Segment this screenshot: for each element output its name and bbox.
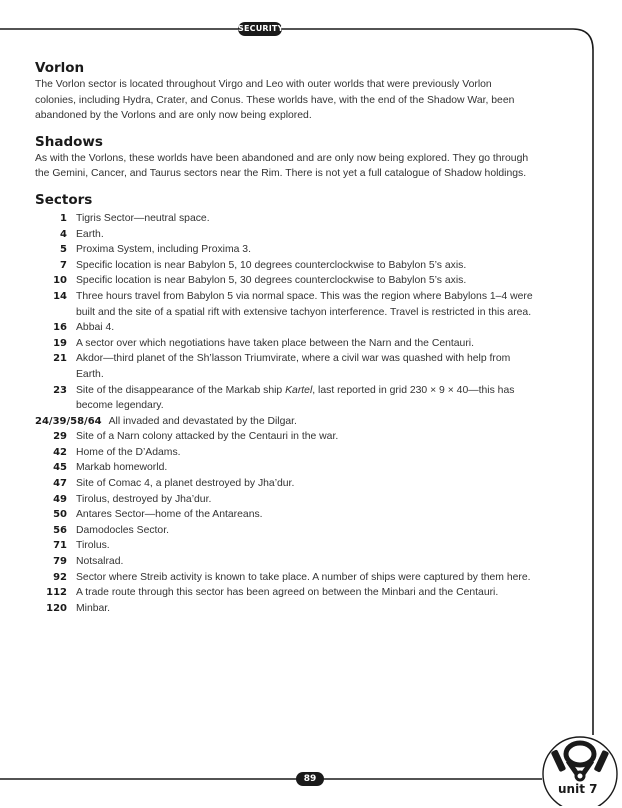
- sector-item: [35, 445, 535, 461]
- sector-item: [35, 242, 535, 258]
- sector-item: [35, 289, 535, 320]
- sector-list: [35, 211, 535, 616]
- sector-description: Akdor—third planet of the Sh’lasson Triumvirate, where a civil war was quashed with help from Earth.: [76, 353, 511, 380]
- sector-description: [76, 383, 535, 414]
- sector-description: Damodocles Sector.: [76, 524, 169, 536]
- sector-number: 47: [53, 478, 67, 490]
- sector-number: 19: [53, 337, 67, 349]
- sector-item: [35, 336, 535, 352]
- sector-description: Tirolus.: [76, 540, 110, 552]
- sector-number: 16: [53, 322, 67, 334]
- sector-number: 7: [60, 259, 67, 271]
- sector-number: 49: [53, 493, 67, 505]
- sector-number: 120: [46, 602, 67, 614]
- sector-item: [35, 476, 535, 492]
- sector-item: [35, 585, 535, 601]
- sector-item: [35, 351, 535, 382]
- sector-item: [35, 414, 535, 430]
- sector-item: [35, 227, 535, 243]
- sector-item: [35, 554, 535, 570]
- section-vorlon: [35, 60, 535, 124]
- sector-description: Tirolus, destroyed by Jha’dur.: [76, 493, 212, 505]
- sector-item: [35, 460, 535, 476]
- sector-number: 56: [53, 524, 67, 536]
- section-body: The Vorlon sector is located throughout Virgo and Leo with outer worlds that were previously Vorlon colonies, including Hydra, Crater, and Conus. These worlds have, with the end of the Shadow War, been abandoned by the Vorlons and are only now being explored.: [35, 79, 515, 122]
- sector-description: A sector over which negotiations have taken place between the Narn and the Centauri.: [76, 337, 474, 349]
- sector-number: 21: [53, 353, 67, 365]
- section-title: Vorlon: [35, 60, 85, 76]
- sector-number: 24/39/58/64: [35, 415, 102, 427]
- sector-text-after: , last reported in grid 230 × 9 × 40—this has become legendary.: [76, 384, 515, 412]
- sector-item: [35, 538, 535, 554]
- sector-number: 5: [60, 244, 67, 256]
- sector-text-before: Site of the disappearance of the Markab ship: [76, 384, 286, 396]
- sector-description: Sector where Streib activity is known to take place. A number of ships were captured by them here.: [76, 571, 531, 583]
- sector-description: Proxima System, including Proxima 3.: [76, 244, 251, 256]
- sector-number: 10: [53, 275, 67, 287]
- sector-description: Specific location is near Babylon 5, 30 degrees counterclockwise to Babylon 5’s axis.: [76, 275, 467, 287]
- sector-number: 1: [60, 212, 67, 224]
- sector-description: Earth.: [76, 228, 104, 240]
- sector-item: [35, 601, 535, 617]
- sector-description: Home of the D’Adams.: [76, 446, 181, 458]
- sector-number: 112: [46, 587, 67, 599]
- sector-number: 45: [53, 462, 67, 474]
- sector-description: Antares Sector—home of the Antareans.: [76, 509, 263, 521]
- section-title: Shadows: [35, 133, 103, 150]
- sector-description: Notsalrad.: [76, 556, 124, 568]
- section-sectors: [35, 192, 535, 616]
- sector-description: Tigris Sector—neutral space.: [76, 212, 210, 224]
- sector-description: Abbai 4.: [76, 322, 115, 334]
- sector-item: [35, 492, 535, 508]
- sector-number: 4: [60, 228, 67, 240]
- sector-description: Site of Comac 4, a planet destroyed by Jha’dur.: [76, 478, 295, 490]
- sector-description: Minbar.: [76, 602, 111, 614]
- sector-description: A trade route through this sector has been agreed on between the Minbari and the Centauri.: [76, 587, 499, 599]
- section-badge: SECURITY: [238, 22, 282, 36]
- sector-number: 42: [53, 446, 67, 458]
- sector-description: Three hours travel from Babylon 5 via normal space. This was the region where Babylons 1–4 were built and the site of a spatial rift with extensive tachyon interference. Travel is restricted in this area.: [76, 290, 533, 318]
- page-content: [35, 60, 535, 626]
- sector-item: [35, 211, 535, 227]
- sector-item: [35, 383, 535, 414]
- sector-description: Specific location is near Babylon 5, 10 degrees counterclockwise to Babylon 5’s axis.: [76, 259, 467, 271]
- sector-item: [35, 507, 535, 523]
- section-title: Sectors: [35, 191, 93, 208]
- sector-item: [35, 273, 535, 289]
- sector-description: All invaded and devastated by the Dilgar.: [108, 415, 297, 427]
- sector-number: 29: [53, 431, 67, 443]
- sector-item: [35, 429, 535, 445]
- sector-item: [35, 258, 535, 274]
- sector-description: Site of a Narn colony attacked by the Centauri in the war.: [76, 431, 339, 443]
- sector-description: Markab homeworld.: [76, 462, 168, 474]
- sector-number: 14: [53, 290, 67, 302]
- sector-number: 23: [53, 384, 67, 396]
- sector-item: [35, 570, 535, 586]
- ship-name: Kartel: [285, 384, 313, 396]
- sector-number: 79: [53, 556, 67, 568]
- sector-item: [35, 523, 535, 539]
- sector-item: [35, 320, 535, 336]
- section-shadows: [35, 134, 535, 182]
- page-number: 89: [296, 772, 324, 786]
- unit-label: unit 7: [558, 782, 598, 796]
- sector-number: 71: [53, 540, 67, 552]
- sector-number: 92: [53, 571, 67, 583]
- sector-number: 50: [53, 509, 67, 521]
- section-body: As with the Vorlons, these worlds have been abandoned and are only now being explored. They go through the Gemini, Cancer, and Taurus sectors near the Rim. There is not yet a full catalogue of Shadow holdings.: [35, 152, 529, 180]
